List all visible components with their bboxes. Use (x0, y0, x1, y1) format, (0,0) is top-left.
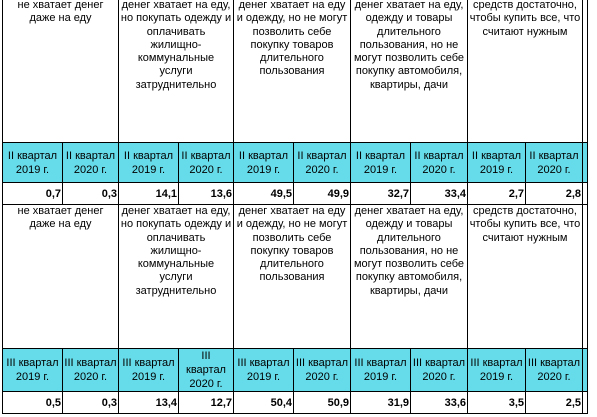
category-cell: денег хватает на еду, одежду и товары длительного пользования, но не могут позволить себе покупку автомобиля, квартиры, дачи (351, 205, 468, 349)
period-cell: III квартал 2019 г. (119, 349, 179, 392)
period-cell: II квартал 2019 г. (3, 143, 63, 183)
period-cell: II квартал 2020 г. (411, 143, 468, 183)
value-cell: 13,6 (179, 183, 234, 205)
value-cell: 49,9 (294, 183, 351, 205)
period-cell: II квартал 2020 г. (294, 143, 351, 183)
category-row (3, 205, 588, 349)
value-cell: 2,8 (526, 183, 583, 205)
value-cell: 49,5 (234, 183, 294, 205)
period-row (3, 349, 588, 392)
period-cell: II квартал 2019 г. (351, 143, 411, 183)
period-cell: III квартал 2020 г. (179, 349, 234, 392)
period-cell: III квартал 2020 г. (526, 349, 583, 392)
period-cell: II квартал 2020 г. (179, 143, 234, 183)
period-row (3, 143, 588, 183)
period-cell: II квартал 2020 г. (63, 143, 119, 183)
period-cell: III квартал 2019 г. (3, 349, 63, 392)
period-cell: III квартал 2020 г. (63, 349, 119, 392)
category-cell: денег хватает на еду и одежду, но не могут позволить себе покупку товаров длительного пользования (234, 0, 351, 143)
value-row (3, 392, 588, 414)
period-cell: II квартал 2019 г. (468, 143, 526, 183)
period-cell: III квартал 2019 г. (351, 349, 411, 392)
period-cell: III квартал 2019 г. (234, 349, 294, 392)
category-cell: не хватает денег даже на еду (3, 205, 119, 349)
value-cell: 13,4 (119, 392, 179, 414)
value-cell: 31,9 (351, 392, 411, 414)
period-cell: III квартал 2019 г. (468, 349, 526, 392)
category-cell: не хватает денег даже на еду (3, 0, 119, 143)
value-cell: 14,1 (119, 183, 179, 205)
period-cell: II квартал 2019 г. (119, 143, 179, 183)
value-cell: 3,5 (468, 392, 526, 414)
value-cell: 50,4 (234, 392, 294, 414)
table-block-q3 (2, 204, 588, 414)
period-cell: II квартал 2020 г. (526, 143, 583, 183)
category-cell: средств достаточно, чтобы купить все, что считают нужным (468, 205, 583, 349)
category-cell: денег хватает на еду, одежду и товары длительного пользования, но не могут позволить себе покупку автомобиля, квартиры, дачи (351, 0, 468, 143)
value-cell: 33,6 (411, 392, 468, 414)
value-cell: 33,4 (411, 183, 468, 205)
category-row (3, 0, 588, 143)
value-cell: 32,7 (351, 183, 411, 205)
category-cell: средств достаточно, чтобы купить все, что считают нужным (468, 0, 583, 143)
category-cell: денег хватает на еду, но покупать одежду и оплачивать жилищно-коммунальные услуги затруднительно (119, 205, 234, 349)
value-cell: 0,7 (3, 183, 63, 205)
value-cell: 0,3 (63, 183, 119, 205)
value-row (3, 183, 588, 205)
value-cell: 12,7 (179, 392, 234, 414)
table-block-q2 (2, 0, 588, 205)
period-cell: III квартал 2020 г. (294, 349, 351, 392)
value-cell: 2,5 (526, 392, 583, 414)
value-cell: 50,9 (294, 392, 351, 414)
category-cell: денег хватает на еду и одежду, но не могут позволить себе покупку товаров длительного пользования (234, 205, 351, 349)
period-cell: II квартал 2019 г. (234, 143, 294, 183)
value-cell: 2,7 (468, 183, 526, 205)
category-cell: денег хватает на еду, но покупать одежду и оплачивать жилищно-коммунальные услуги затруднительно (119, 0, 234, 143)
period-cell: III квартал 2020 г. (411, 349, 468, 392)
value-cell: 0,5 (3, 392, 63, 414)
value-cell: 0,3 (63, 392, 119, 414)
